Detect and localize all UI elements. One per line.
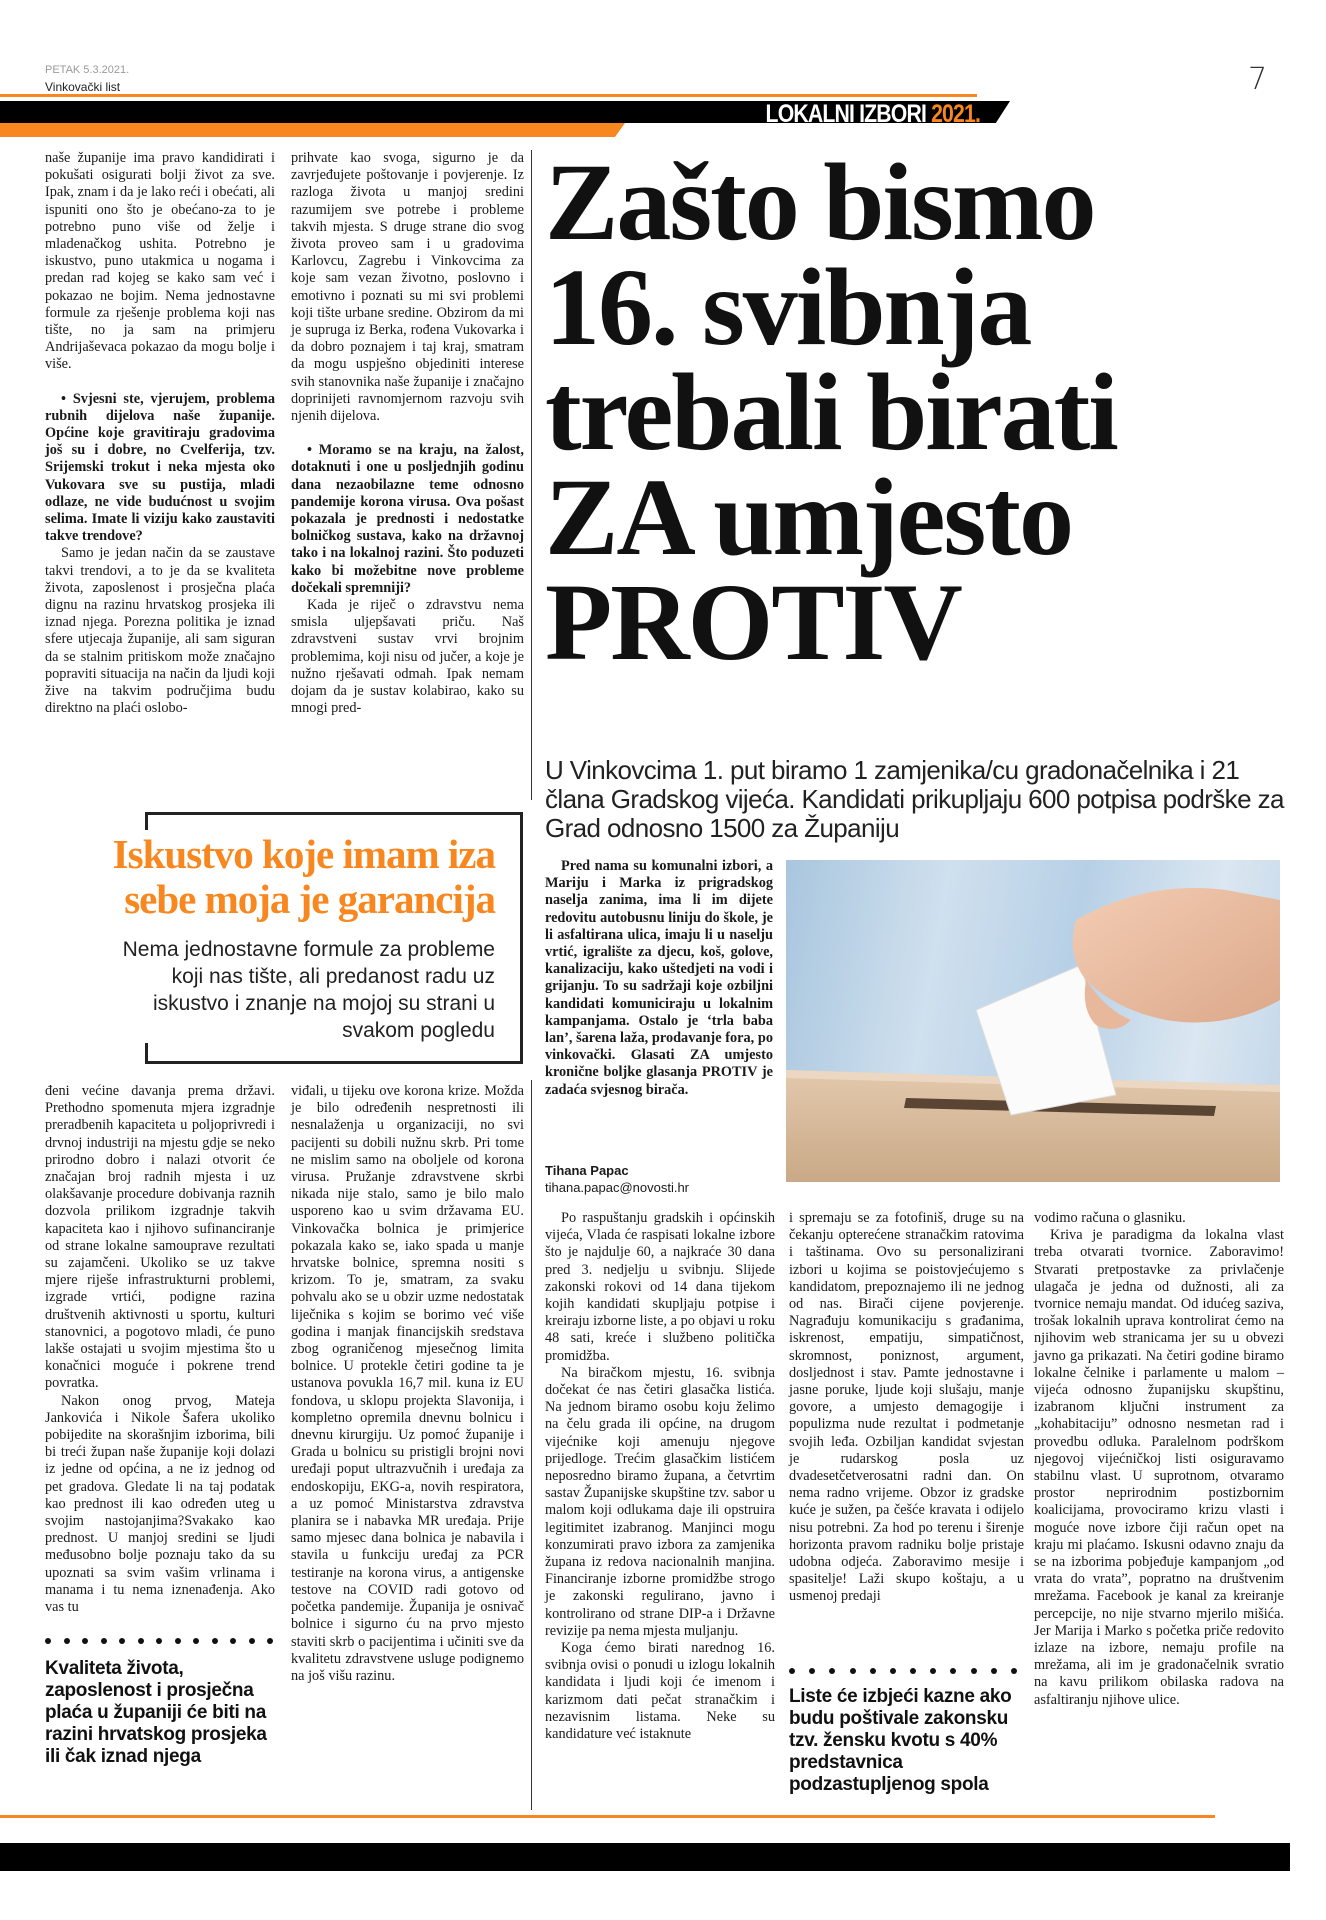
headline-line: trebali birati	[545, 351, 1117, 473]
headline-line: PROTIV	[545, 561, 961, 683]
headline-line: Zašto bismo	[545, 141, 1095, 263]
issue-date: PETAK 5.3.2021.	[45, 64, 130, 76]
pull-quote-text: Nema jednostavne formule za probleme koji nas tište, ali predanost radu uz iskustvo i znanje na mojoj su strani u svakom pogledu	[122, 938, 495, 1042]
author-name: Tihana Papac	[545, 1163, 629, 1178]
footer-orange-rule	[0, 1815, 1215, 1818]
column-divider	[531, 150, 532, 800]
section-label: LOKALNI IZBORI	[765, 100, 927, 128]
newspaper-name: Vinkovački list	[45, 80, 121, 94]
paragraph: đeni većine davanja prema državi. Prethodno spomenuta mjera izgradnje preradbenih kapaciteta u poljoprivredi i drvnoj industriji na mjestu gdje se neko prirodno dobro i nalazi otvorit će značajan broj radnih mjesta i uz olakšavanje procedure dobivanja raznih dozvola prilikom izgradnje takvih kapaciteta kao i njihovo sufinanciranje od strane lokalne samouprave rezultati su zajamčeni. Ukoliko se uz takve mjere riješe infrastrukturni problemi, izgrade vrtići, podigne razina društvenih aktivnosti u sportu, kulturi stanovnici, a pogotovo mladi, će puno lakše ostajati u svojim mjestima što u konačnici moguće i pokrene trend povratka.	[45, 1083, 275, 1392]
column-divider	[531, 1080, 532, 1810]
paragraph: prihvate kao svoga, sigurno je da zavrjeđujete poštovanje i povjerenje. Iz razloga života u manjoj sredini razumijem sve potrebe i probleme takvih mjesta. S druge strane dio svog života proveo sam i u gradovima Karlovcu, Zagrebu i Vinkovcima za koje sam vezan životno, poslovno i emotivno i poznati su mi svi problemi koji tište urbane sredine. Obzirom da mi je supruga iz Berka, rođena Vukovarka i da dobro poznajem i taj kraj, smatram da mogu uspješno objediniti interese svih stanovnika naše županije i značajno doprinijeti ravnomjernom razvoju svih njenih dijelova.	[291, 150, 524, 425]
article-column-5	[1034, 1210, 1284, 1709]
section-title	[742, 100, 980, 129]
interview-column-1-bottom-group	[45, 1083, 278, 1768]
interview-subheading: Kvaliteta života, zaposlenost i prosječna plaća u županiji će biti na razini hrvatskog prosjeka ili čak iznad njega	[45, 1658, 267, 1768]
paragraph: Samo je jedan način da se zaustave takvi trendovi, a to je da se kvaliteta života, zaposlenost i prosječna plaća dignu na razinu hrvatskog prosjeka ili iznad njega. Porezna politika je iznad sfere utjecaja županije, ali sam siguran da se stalnim pritiskom može značajno popraviti situacija na način da ljudi koji žive na takvim područjima budu direktno na plaći oslobo-	[45, 545, 275, 717]
paragraph: naše županije ima pravo kandidirati i pokušati osigurati bolji život za sve. Ipak, znam i da je lako reći i obećati, ali ispuniti ono što je obećano-za to je potrebno puno više od želje i mladenačkog ushita. Potrebno je iskustvo, puno utakmica u nogama i predan rad kojeg se kako sam već i pokazao ne bojim. Nema jednostavne formule za rješenje problema koji nas tište, no ja sam na primjeru Andrijaševaca pokazao da mogu bolje i više.	[45, 150, 275, 373]
paragraph: Koga ćemo birati narednog 16. svibnja ovisi o ponudi u izlogu lokalnih kandidata i ljudi koji će imenom i karizmom dati pečat stranačkim i nezavisnim listama. Neke su kandidature već istaknute	[545, 1640, 775, 1743]
section-band-accent	[0, 123, 625, 137]
article-subhead: U Vinkovcima 1. put biramo 1 zamjenika/cu gradonačelnika i 21 člana Gradskog vijeća. Kandidati prikupljaju 600 potpisa podrške za Grad odnosno 1500 za Županiju	[545, 755, 1284, 843]
author-email: tihana.papac@novosti.hr	[545, 1180, 690, 1195]
ballot-box-photo	[786, 860, 1280, 1182]
paragraph: Nakon onog prvog, Mateja Jankovića i Nikole Šafera ukoliko pobijedite na skorašnjim izborima, bili bi treći župan naše županije koji dolazi iz jedne od općina, a ne iz jednog od pet gradova. Gledate li na taj podatak kao prednost ili kao određen uteg u svojim nastojanjima?Svakako kao prednost. U manjoj sredini se ljudi međusobno bolje poznaju tako da su upoznati sa svim vašim vrlinama i manama i tu nema iznenađenja. Ako vas tu	[45, 1392, 275, 1616]
paragraph: Kriva je paradigma da lokalna vlast treba otvarati tvornice. Zaboravimo! Stvarati pretpostavke za privlačenje ulagača je jedna od dužnosti, ali za tvornice nemaju mandat. Od idućeg saziva, trošak lokalnih uprava kontrolirat ćemo na njihovim web stranicama jer su u obvezi javno ga prikazati. Na četiri godine biramo lokalne čelnike i parlamente u malom – vijeća odnosno županijsku skupštinu, izabranom ključni instrument za „kohabitaciju” odnosno nesmetan rad i provedbu odluka. Paralelnom podrškom njegovoj vijećničkoj listi osiguravamo stabilnu vlast. U suprotnom, otvaramo prostor neprirodnim postizbornim koalicijama, provociramo krizu vlasti i moguće nove izbore čiji račun opet na kraju mi plaćamo. Iskusni odavno znaju da se na izborima pobjeđuje kampanjom „od vrata do vrata”, popratno na društvenim mrežama. Facebook je kanal za kreiranje percepcije, no nije stvarno mjerilo mišića. Jer Marija i Marko s početka priče redovito izlaze na izbore, nemaju profile na mrežama, ali im je gradonačelnik svratio na kavu prilikom obilaska radova na asfaltiranju njihove ulice.	[1034, 1227, 1284, 1708]
article-column-4	[789, 1210, 1024, 1606]
paragraph: Po raspuštanju gradskih i općinskih vijeća, Vlada će raspisati lokalne izbore što je najdulje 60, a najkraće 30 dana pred 3. nedjelju u svibnju. Slijede zakonski rokovi od 14 dana tijekom kojih kandidati skupljaju potpise i kreiraju izborne liste, a po objavi u roku 48 sati, kreće i službeno politička promidžba.	[545, 1210, 775, 1364]
article-column-3	[545, 1210, 775, 1743]
pull-quote-title: Iskustvo koje imam iza sebe moja je garancija	[112, 831, 495, 922]
article-headline	[545, 141, 1305, 683]
headline-line: 16. svibnja	[545, 246, 1031, 368]
paragraph: viđali, u tijeku ove korona krize. Možda je bilo određenih nespretnosti ili nesnalaženja u organizaciji, no svi pacijenti su dobili nužnu skrb. Pri tome ne mislim samo na oboljele od korona virusa. Pružanje zdravstvene skrbi nikada nije stalo, samo je bilo malo usporeno kao u svim državama EU. Vinkovačka bolnica je primjerice pokazala kako se, iako spada u manje hrvatske bolnice, spremna nositi s krizom. To je, smatram, za svaku pohvalu ako se u obzir uzme nedostatak liječnika s kojim se borimo već više godina i manjak financijskih sredstava zbog ograničenog mjesečnog limita bolnice. U protekle četiri godine ta je ustanova povukla 16,7 mil. kuna iz EU fondova, u sklopu projekta Slavonija, i kompletno opremila dnevnu bolnicu i dnevnu kirurgiju. Uz pomoć županije i Grada u bolnicu su pristigli brojni novi uređaji poput ultrazvučnih i uređaja za endoskopiju, EKG-a, novih respiratora, a uz pomoć Ministarstva zdravstva planira se i nabavka MR uređaja. Prije samo mjesec dana bolnica je nabavila i stavila u funkciju uređaj za PCR testiranje na korona virus, a antigenske testove na COVID radi gotovo od početka pandemije. Županija je osnivač bolnice i sigurno ću na prvo mjesto staviti skrb o pacijentima i učiniti sve da kvalitetu zdravstvene usluge podignemo na još višu razinu.	[291, 1083, 524, 1684]
dotted-separator	[789, 1668, 1017, 1674]
header-orange-rule	[0, 94, 977, 97]
paragraph: Na biračkom mjestu, 16. svibnja dočekat će nas četiri glasačka listića. Na jednom biramo osobu koju želimo na čelu grada ili općine, na drugom vijećnike koji amenuju njegove prijedloge. Trećim glasačkim listićem neposredno biramo župana, a četvrtim sastav Županijske skupštine tzv. sabor u malom koji odlukama daje ili opstruira legitimitet izabranog. Manjinci mogu konzumirati pravo izbora za zamjenika župana iz redova nacionalnih manjina. Financiranje izborne promidžbe strogo je zakonski regulirano, javno i kontrolirano od strane DIP-a i Državne revizije pa nema mjesta muljanju.	[545, 1364, 775, 1639]
article-lead	[545, 858, 773, 1099]
frame-tick	[145, 812, 148, 830]
section-year: 2021.	[931, 100, 980, 128]
interview-column-2-top	[291, 150, 524, 718]
interview-column-1-bottom	[45, 1083, 275, 1616]
interview-question: • Moramo se na kraju, na žalost, dotaknuti i one u posljednjih godinu dana nezaobilazne teme odnosno pandemije korona virusa. Ova pošast pokazala je prednosti i nedostatke bolničkog sustava, kako na državnoj tako i na lokalnoj razini. Što poduzeti kako bi možebitne nove probleme dočekali spremniji?	[291, 442, 524, 596]
ballot-illustration	[786, 860, 1280, 1182]
page-number: 7	[1248, 62, 1268, 97]
lead-paragraph: Pred nama su komunalni izbori, a Mariju i Marka iz prigradskog naselja zanima, ima li im dijete redovitu autobusnu liniju do škole, je li asfaltirana ulica, imaju li u naselju vrtić, igralište za djecu, koš, golove, kanalizaciju, kako uštedjeti na vodi i grijanju. To su sadržaji koje ozbiljni kandidati komuniciraju u lokalnim kampanjama. Ostalo je ‘trla baba lan’, šarena laža, prodavanje fora, po vinkovački. Glasati ZA umjesto kronične boljke glasanja PROTIV je zadaća svjesnog birača.	[545, 858, 773, 1098]
headline-line: ZA umjesto	[545, 456, 1072, 578]
paragraph: vodimo računa o glasniku.	[1034, 1210, 1186, 1226]
paragraph: Kada je riječ o zdravstvu nema smisla uljepšavati priču. Naš zdravstveni sustav vrvi brojnim problemima, koji nisu od jučer, a koje je nužno rješavati odmah. Ipak nemam dojam da je sustav kolabirao, kako su mnogi pred-	[291, 597, 524, 717]
footer-band	[0, 1843, 1290, 1871]
frame-tick	[145, 1043, 148, 1061]
interview-column-2-bottom	[291, 1083, 524, 1685]
dotted-separator	[45, 1638, 273, 1644]
interview-column-1-top	[45, 150, 275, 718]
paragraph: i spremaju se za fotofiniš, druge su na čekanju opterećene stranačkim ratovima i taštinama. Ovo su personalizirani izbori u kojima se poistovjećujemo s kandidatom, prepoznajemo ili ne jednog od nas. Birači cijene povjerenje. Nagrađuju komunikaciju s građanima, iskrenost, empatiju, simpatičnost, skromnost, poniznost, argument, dosljednost i stav. Pamte jednostavne i jasne poruke, ljude koji slušaju, manje govore, a umjesto demagogije i populizma nude rezultat i podmetanje svojih leđa. Ozbiljan kandidat svjestan je rudarskog posla uz dvadesetčetverosatni radni dan. On nema radno vrijeme. Obzor iz gradske kuće je sužen, pa češće kravata i odijelo nisu potrebni. Za hod po terenu i širenje horizonta pravom radniku bolje pristaje udobna odjeća. Zaboravimo mesije i spasitelje! Laži skupo koštaju, a u usmenoj predaji	[789, 1210, 1024, 1605]
interview-question: • Svjesni ste, vjerujem, problema rubnih dijelova naše županije. Općine koje gravitiraju gradovima još su i dobre, no Cvelferija, tzv. Srijemski trokut i neka mjesta oko Vukovara sve su pustija, mladi odlaze, ne vide budućnost u svojim selima. Imate li viziju kako zaustaviti takve trendove?	[45, 390, 275, 545]
article-subheading: Liste će izbjeći kazne ako budu poštivale zakonsku tzv. žensku kvotu s 40% predstavnica podzastupljenog spola	[789, 1686, 1012, 1795]
